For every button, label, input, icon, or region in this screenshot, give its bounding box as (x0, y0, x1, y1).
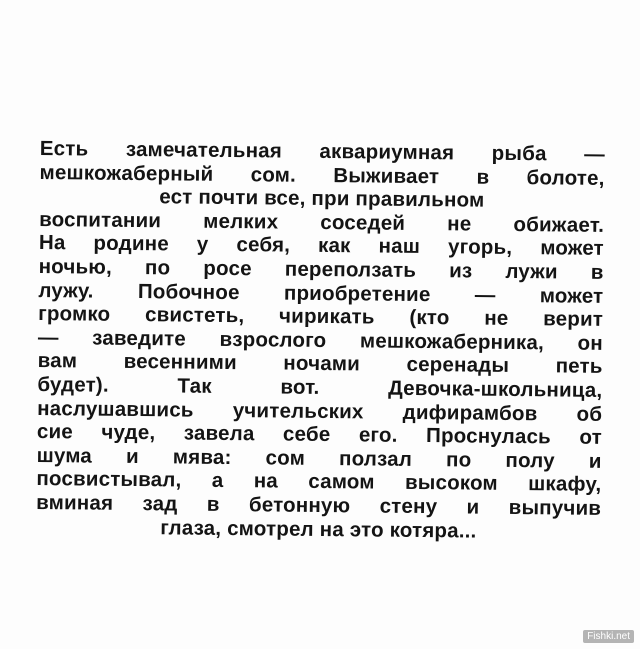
site-watermark: Fishki.net (583, 630, 634, 643)
text-line: будет). Так вот. Девочка-школьница, (37, 372, 603, 402)
text-line: лужу. Побочное приобретение — может (38, 278, 604, 308)
text-line: мешкожаберный сом. Выживает в болоте, (39, 160, 605, 190)
story-text (36, 137, 605, 544)
text-line: вминая зад в бетонную стену и выпучив (36, 490, 602, 520)
text-line: шума и мява: сом ползал по полу и (36, 443, 602, 473)
text-line: вам весенними ночами серенады петь (37, 349, 603, 379)
text-line: глаза, смотрел на это котяра... (160, 515, 477, 543)
text-line: громко свистеть, чирикать (кто не верит (38, 302, 604, 332)
text-line: На родине у себя, как наш угорь, может (38, 231, 604, 261)
text-line: воспитании мелких соседей не обижает. (39, 207, 605, 237)
text-line: наслушавшись учительских дифирамбов об (37, 396, 603, 426)
text-line: сие чуде, завела себе его. Проснулась от (36, 420, 603, 450)
text-line: ночью, по росе переползать из лужи в (38, 254, 604, 284)
text-line: посвистывал, а на самом высоком шкафу, (36, 467, 602, 497)
text-line: ест почти все, при правильном (159, 185, 485, 212)
text-line: — заведите взрослого мешкожаберника, он (37, 325, 603, 355)
text-line: Есть замечательная аквариумная рыба — (39, 137, 605, 166)
